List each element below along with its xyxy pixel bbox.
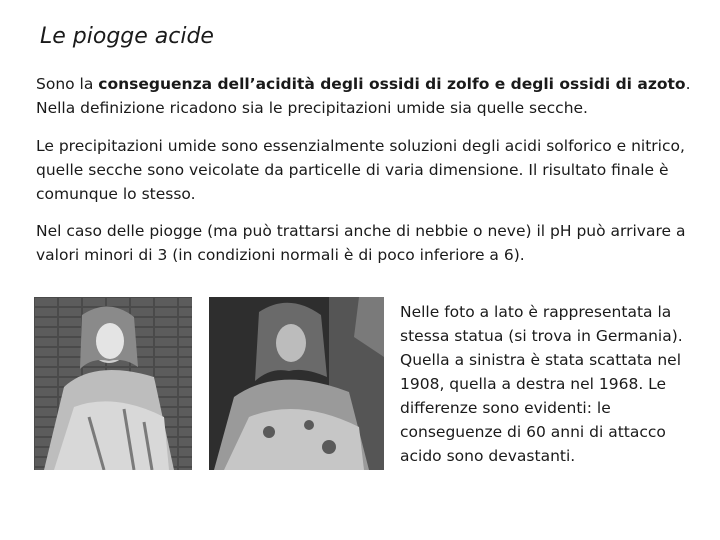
- paragraph-precipitations: Le precipitazioni umide sono essenzialmente soluzioni degli acidi solforico e nitrico, quelle secche sono veicolate da particelle di varia dimensione. Il risultato finale è comunque lo stesso.: [36, 137, 685, 203]
- paragraph-definition-lead: Sono la: [36, 75, 99, 93]
- slide-title: Le piogge acide: [40, 24, 214, 49]
- paragraph-ph: Nel caso delle piogge (ma può trattarsi anche di nebbie o neve) il pH può arrivare a valori minori di 3 (in condizioni normali è di poco inferiore a 6).: [36, 222, 686, 264]
- paragraph-definition-bold: conseguenza dell’acidità degli ossidi di zolfo e degli ossidi di azoto: [98, 75, 686, 93]
- paragraph-definition: [36, 72, 696, 120]
- photo-caption: Nelle foto a lato è rappresentata la stessa statua (si trova in Germania). Quella a sinistra è stata scattata nel 1908, quella a destra nel 1968. Le differenze sono evidenti: le conseguenze di 60 anni di attacco acido sono devastanti.: [400, 303, 683, 465]
- statue-1908-image: [34, 297, 192, 470]
- statue-photo-1908: [34, 297, 192, 470]
- statue-1968-image: [209, 297, 384, 470]
- paragraph-definition-rest: . Nella definizione ricadono sia le precipitazioni umide sia quelle secche.: [36, 75, 691, 117]
- statue-photo-1968: [209, 297, 384, 470]
